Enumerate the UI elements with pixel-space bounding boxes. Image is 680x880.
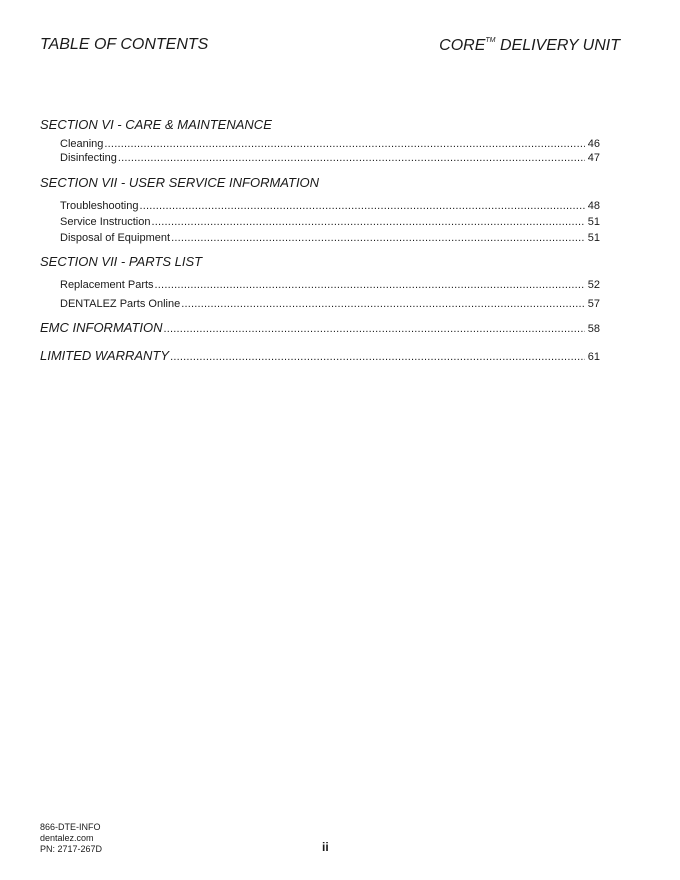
toc-entry-disposal[interactable] — [60, 232, 600, 244]
toc-entry-replacement-parts[interactable] — [60, 279, 600, 291]
toc-entry-disinfecting[interactable] — [60, 152, 600, 164]
dot-leader — [170, 351, 585, 363]
page-number: ii — [322, 840, 329, 854]
toc-entry-label: Troubleshooting — [60, 200, 139, 212]
trademark-mark: TM — [485, 36, 496, 44]
toc-entry-parts-online[interactable] — [60, 298, 600, 310]
toc-entry-service-instruction[interactable] — [60, 216, 600, 228]
toc-entry-label: Disinfecting — [60, 152, 117, 164]
dot-leader — [181, 298, 585, 310]
product-name-rest: DELIVERY UNIT — [495, 37, 620, 54]
footer-info — [40, 822, 102, 855]
toc-entry-label: Replacement Parts — [60, 279, 154, 291]
toc-entry-page: 46 — [587, 138, 600, 150]
dot-leader — [139, 200, 584, 212]
toc-entry-label: DENTALEZ Parts Online — [60, 298, 181, 310]
section-title-parts-list: SECTION VII - PARTS LIST — [40, 254, 203, 269]
toc-entry-label: EMC INFORMATION — [40, 320, 163, 335]
dot-leader — [151, 216, 584, 228]
toc-entry-page: 51 — [587, 232, 600, 244]
dot-leader — [171, 232, 585, 244]
product-brand: CORE — [439, 37, 486, 54]
toc-entry-limited-warranty[interactable] — [40, 348, 600, 363]
toc-entry-emc-information[interactable] — [40, 320, 600, 335]
toc-entry-page: 47 — [587, 152, 600, 164]
footer-part-number: PN: 2717-267D — [40, 844, 103, 854]
toc-entry-page: 52 — [587, 279, 600, 291]
product-name — [439, 37, 620, 55]
section-title-user-service: SECTION VII - USER SERVICE INFORMATION — [40, 175, 320, 190]
dot-leader — [104, 138, 584, 150]
footer-phone: 866-DTE-INFO — [40, 822, 101, 832]
dot-leader — [164, 323, 585, 335]
toc-entry-label: Service Instruction — [60, 216, 151, 228]
dot-leader — [155, 279, 585, 291]
toc-entry-page: 58 — [587, 323, 600, 335]
dot-leader — [118, 152, 585, 164]
toc-entry-page: 48 — [587, 200, 600, 212]
toc-entry-label: Cleaning — [60, 138, 104, 150]
toc-entry-page: 57 — [587, 298, 600, 310]
toc-entry-label: Disposal of Equipment — [60, 232, 171, 244]
footer-website: dentalez.com — [40, 833, 94, 843]
toc-entry-cleaning[interactable] — [60, 138, 600, 150]
toc-entry-troubleshooting[interactable] — [60, 200, 600, 212]
document-title: TABLE OF CONTENTS — [40, 36, 209, 53]
toc-entry-page: 51 — [587, 216, 600, 228]
section-title-care-maintenance: SECTION VI - CARE & MAINTENANCE — [40, 117, 272, 132]
toc-entry-page: 61 — [587, 351, 600, 363]
toc-entry-label: LIMITED WARRANTY — [40, 348, 170, 363]
